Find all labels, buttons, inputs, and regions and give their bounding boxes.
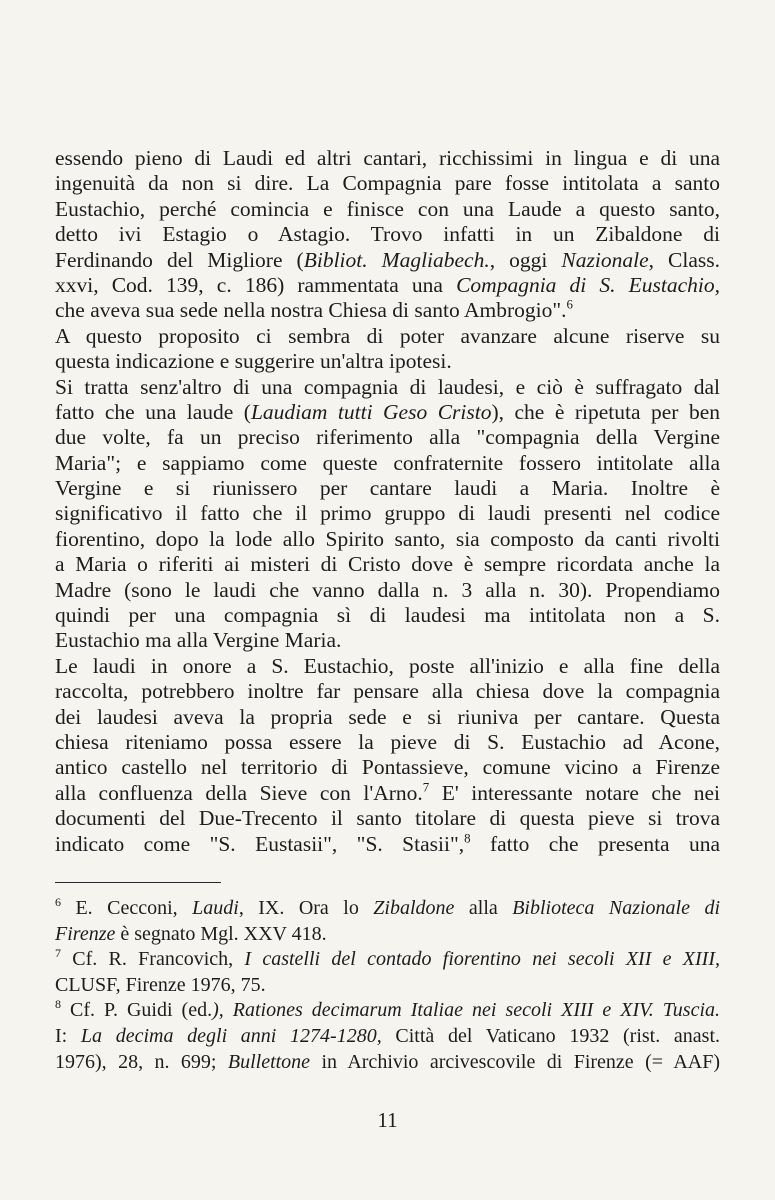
italic-text: Bibliot. Magliabech. <box>303 247 490 272</box>
footnotes <box>55 896 720 1075</box>
text-run: raccolta, potrebbero inoltre far pensare alla chiesa dove la compagnia <box>55 679 720 704</box>
italic-text: Firenze <box>55 922 116 945</box>
text-line <box>55 425 720 450</box>
text-run: Eustachio, perché comincia e finisce con una Laude a questo santo, <box>55 196 720 221</box>
text-line <box>55 628 720 653</box>
text-run: alla confluenza della Sieve con l'Arno. <box>55 780 423 805</box>
text-run: questa indicazione e suggerire un'altra ipotesi. <box>55 349 452 374</box>
text-line <box>55 248 720 273</box>
text-run: I: <box>55 1024 81 1047</box>
text-run: fiorentino, dopo la lode allo Spirito santo, sia composto da canti rivolti <box>55 526 720 551</box>
text-line <box>55 527 720 552</box>
text-line <box>55 197 720 222</box>
italic-text: Laudi <box>192 897 239 919</box>
text-line <box>55 451 720 476</box>
text-run: E. Cecconi, <box>61 897 193 919</box>
text-run: Ferdinando del Migliore ( <box>55 247 304 272</box>
text-run: in Archivio arcivescovile di Firenze (= AAF) <box>310 1050 721 1073</box>
footnote-line <box>55 896 720 922</box>
text-run: a Maria o riferiti ai misteri di Cristo dove è sempre ricordata anche la <box>55 552 720 577</box>
text-line <box>55 755 720 780</box>
text-line <box>55 375 720 400</box>
footnote-line <box>55 922 720 948</box>
text-line <box>55 501 720 526</box>
text-run: , Class. <box>648 247 721 272</box>
text-run: fatto che presenta una <box>470 831 721 856</box>
footnote-line <box>55 973 720 999</box>
footnote-line <box>55 1024 720 1050</box>
text-line <box>55 146 720 171</box>
text-run: significativo il fatto che il primo gruppo di laudi presenti nel codice <box>55 501 720 526</box>
text-run: due volte, fa un preciso riferimento alla "compagnia della Vergine <box>55 425 720 450</box>
text-line <box>55 552 720 577</box>
text-run: Cf. P. Guidi (ed. <box>61 999 213 1022</box>
text-line <box>55 832 720 857</box>
footnote-marker: 7 <box>55 946 61 961</box>
text-run: Madre (sono le laudi che vanno dalla n. 3 alla n. 30). Propendiamo <box>55 577 720 602</box>
footnote-marker: 7 <box>422 780 430 795</box>
text-line <box>55 400 720 425</box>
main-text <box>55 146 720 857</box>
text-line <box>55 654 720 679</box>
text-run: essendo pieno di Laudi ed altri cantari, ricchissimi in lingua e di una <box>55 146 720 170</box>
text-run: antico castello nel territorio di Pontassieve, comune vicino a Firenze <box>55 755 720 780</box>
italic-text: Zibaldone <box>373 897 455 919</box>
text-line <box>55 222 720 247</box>
text-line <box>55 679 720 704</box>
text-run: Si tratta senz'altro di una compagnia di laudesi, e ciò è suffragato dal <box>55 374 720 399</box>
footnote-separator <box>55 882 221 883</box>
text-run: fatto che una laude ( <box>55 399 251 424</box>
text-line <box>55 298 720 323</box>
italic-text: Compagnia di S. Eustachio, <box>456 272 720 297</box>
italic-text: ), Rationes decimarum Italiae nei secoli XIII e XIV. Tuscia. <box>212 999 720 1022</box>
text-line <box>55 730 720 755</box>
text-run: Eustachio ma alla Vergine Maria. <box>55 628 342 653</box>
italic-text: Laudiam tutti Geso Cristo <box>250 399 492 424</box>
text-run: Città del Vaticano 1932 (rist. anast. <box>381 1024 721 1047</box>
text-run: chiesa riteniamo possa essere la pieve di S. Eustachio ad Acone, <box>55 729 720 754</box>
text-line <box>55 273 720 298</box>
text-run: , IX. Ora lo <box>238 897 374 919</box>
text-run: dei laudesi aveva la propria sede e si riuniva per cantare. Questa <box>55 704 720 729</box>
text-line <box>55 349 720 374</box>
footnote-marker: 8 <box>464 831 471 846</box>
text-run: quindi per una compagnia sì di laudesi ma intitolata non a S. <box>55 603 720 628</box>
text-line <box>55 781 720 806</box>
text-run: indicato come "S. Eustasii", "S. Stasii", <box>55 831 465 856</box>
footnote-marker: 6 <box>566 297 573 312</box>
italic-text: Bullettone <box>227 1050 311 1073</box>
text-line <box>55 705 720 730</box>
text-line <box>55 603 720 628</box>
italic-text: La decima degli anni 1274-1280, <box>80 1024 382 1047</box>
text-run: che aveva sua sede nella nostra Chiesa di santo Ambrogio". <box>55 298 567 323</box>
italic-text: Nazionale <box>561 247 649 272</box>
text-line <box>55 171 720 196</box>
text-run: xxvi, Cod. 139, c. 186) rammentata una <box>55 272 457 297</box>
text-run: CLUSF, Firenze 1976, 75. <box>55 973 266 996</box>
text-run: detto ivi Estagio o Astagio. Trovo infatti in un Zibaldone di <box>55 222 720 247</box>
footnote-line <box>55 947 720 973</box>
footnote-line <box>55 998 720 1024</box>
text-run: ), che è ripetuta per ben <box>491 399 720 424</box>
text-run: alla <box>454 897 513 919</box>
footnote-marker: 8 <box>55 997 61 1012</box>
text-run: A questo proposito ci sembra di poter avanzare alcune riserve su <box>55 323 720 348</box>
footnote-marker: 6 <box>55 895 61 910</box>
text-run: 1976), 28, n. 699; <box>55 1050 228 1073</box>
text-run: , oggi <box>489 247 562 272</box>
text-run: documenti del Due-Trecento il santo titolare di questa pieve si trova <box>55 806 720 831</box>
italic-text: Biblioteca Nazionale di <box>512 897 721 919</box>
page-number: 11 <box>377 1108 398 1132</box>
text-run: E' interessante notare che nei <box>429 780 720 805</box>
text-line <box>55 806 720 831</box>
text-line <box>55 476 720 501</box>
text-run: è segnato Mgl. XXV 418. <box>115 922 327 945</box>
text-line <box>55 578 720 603</box>
italic-text: I castelli del contado fiorentino nei secoli XII e XIII, <box>244 948 720 971</box>
text-run: Cf. R. Francovich, <box>61 948 245 971</box>
text-run: ingenuità da non si dire. La Compagnia pare fosse intitolata a santo <box>55 171 720 196</box>
text-run: Maria"; e sappiamo come queste confraternite fossero intitolate alla <box>55 450 720 475</box>
footnote-line <box>55 1050 720 1076</box>
text-line <box>55 324 720 349</box>
text-run: Vergine e si riunissero per cantare laudi a Maria. Inoltre è <box>55 476 720 501</box>
text-run: Le laudi in onore a S. Eustachio, poste all'inizio e alla fine della <box>55 653 720 678</box>
